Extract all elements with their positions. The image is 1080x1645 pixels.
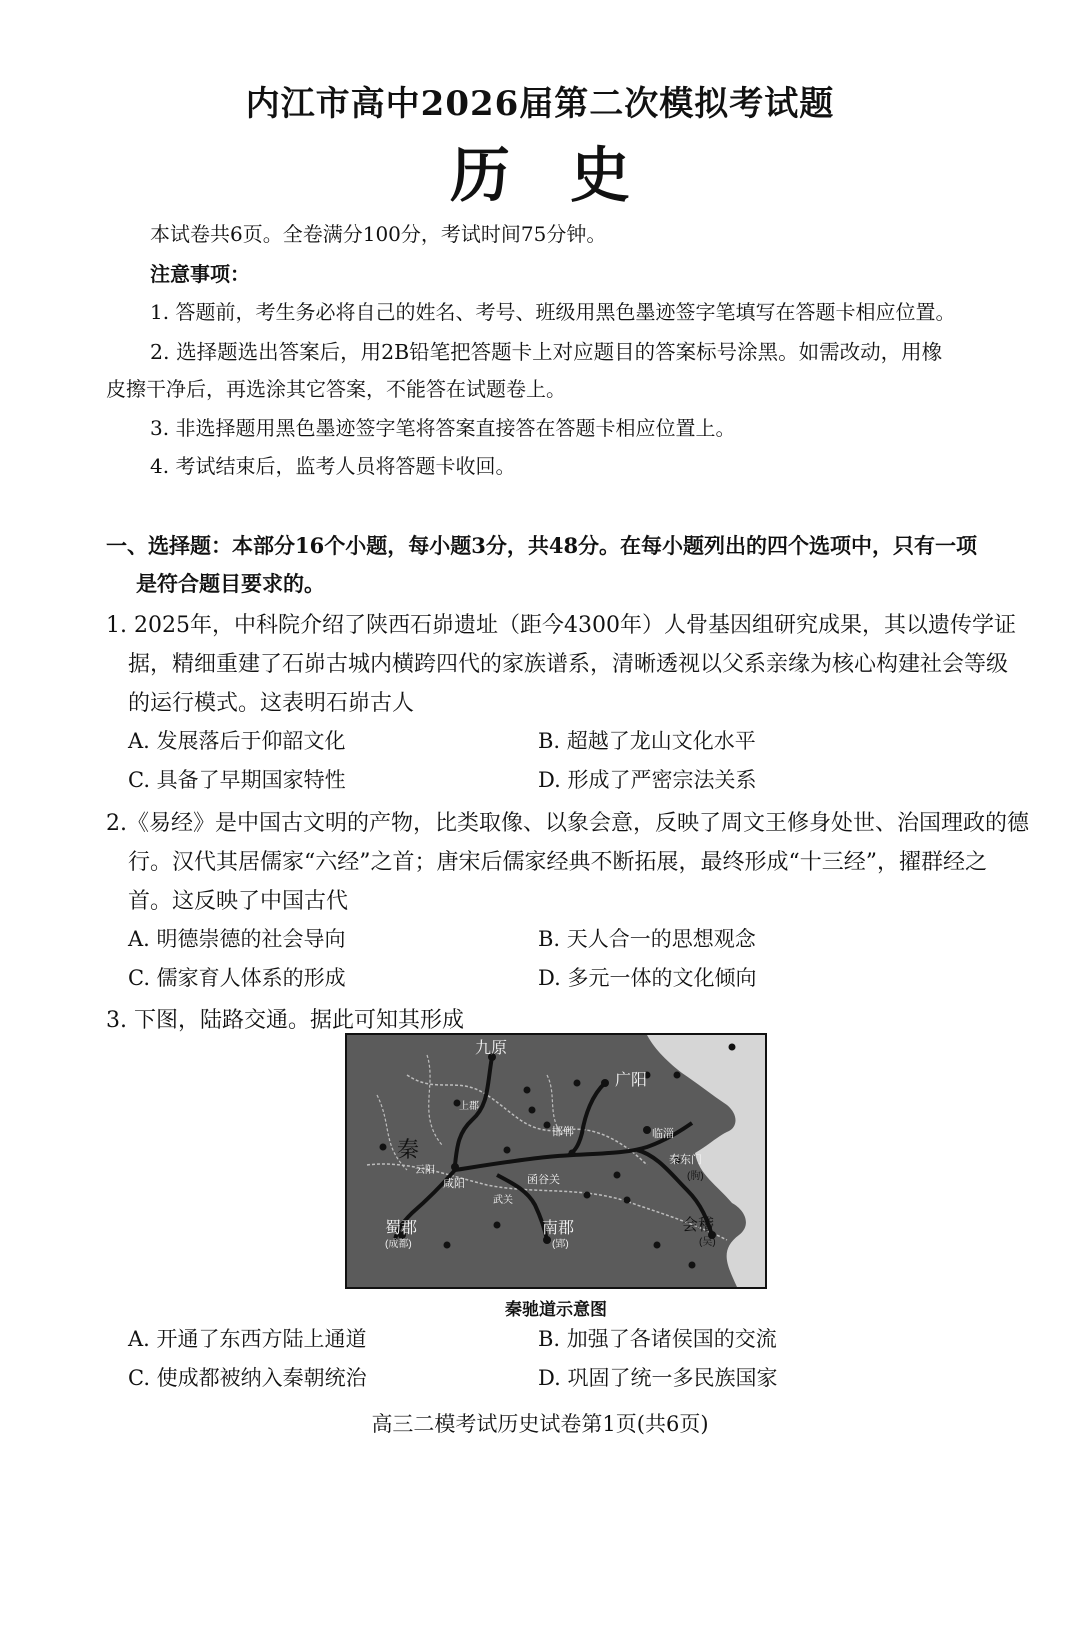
label-hangu: 函谷关 bbox=[527, 1174, 560, 1186]
notice-item: 2. 选择题选出答案后，用2B铅笔把答题卡上对应题目的答案标号涂黑。如需改动，用橡 bbox=[150, 340, 943, 364]
question-1-stem: 的运行模式。这表明石峁古人 bbox=[128, 691, 415, 716]
label-jiuyuan: 九原 bbox=[475, 1040, 508, 1057]
subject-title: 历史 bbox=[450, 141, 690, 211]
question-2-stem: 2.《易经》是中国古文明的产物，比类取像、以象会意，反映了周文王修身处世、治国理政的德 bbox=[106, 811, 1029, 836]
label-wu: (吴) bbox=[699, 1237, 716, 1248]
question-2-stem: 首。这反映了中国古代 bbox=[128, 889, 349, 914]
map-drawing bbox=[347, 1035, 765, 1287]
question-1-option-c[interactable]: C. 具备了早期国家特性 bbox=[128, 768, 346, 792]
label-handan: 邯郸 bbox=[552, 1126, 574, 1138]
sea-area bbox=[647, 1035, 765, 1287]
notice-item: 皮擦干净后，再选涂其它答案，不能答在试题卷上。 bbox=[106, 377, 566, 401]
question-3-option-c[interactable]: C. 使成都被纳入秦朝统治 bbox=[128, 1366, 367, 1390]
label-ying: (郢) bbox=[552, 1239, 569, 1250]
label-shujun: 蜀郡 bbox=[385, 1220, 418, 1237]
section-heading-cont: 是符合题目要求的。 bbox=[136, 571, 325, 596]
label-linzi: 临淄 bbox=[652, 1128, 674, 1140]
question-1-option-a[interactable]: A. 发展落后于仰韶文化 bbox=[128, 729, 346, 753]
label-qu: (朐) bbox=[687, 1171, 704, 1182]
label-wuguan: 武关 bbox=[493, 1195, 513, 1206]
label-xianyang: 咸阳 bbox=[443, 1178, 465, 1190]
exam-intro: 本试卷共6页。全卷满分100分，考试时间75分钟。 bbox=[150, 222, 607, 246]
label-kuaiji: 会稽 bbox=[682, 1217, 715, 1234]
question-3-option-b[interactable]: B. 加强了各诸侯国的交流 bbox=[538, 1327, 777, 1351]
map-caption: 秦驰道示意图 bbox=[505, 1300, 607, 1320]
question-2-option-a[interactable]: A. 明德崇德的社会导向 bbox=[128, 927, 346, 951]
label-shangjun: 上郡 bbox=[459, 1101, 479, 1112]
qin-road-map bbox=[345, 1033, 767, 1289]
question-1-stem: 1. 2025年，中科院介绍了陕西石峁遗址（距今4300年）人骨基因组研究成果，其以遗传学证 bbox=[106, 613, 1016, 638]
section-heading: 一、选择题：本部分16个小题，每小题3分，共48分。在每小题列出的四个选项中，只有一项 bbox=[106, 533, 978, 558]
question-3-option-d[interactable]: D. 巩固了统一多民族国家 bbox=[538, 1366, 778, 1390]
label-guangyang: 广阳 bbox=[615, 1072, 648, 1089]
question-1-option-d[interactable]: D. 形成了严密宗法关系 bbox=[538, 768, 757, 792]
label-nanjun: 南郡 bbox=[542, 1220, 575, 1237]
question-1-stem: 据，精细重建了石峁古城内横跨四代的家族谱系，清晰透视以父系亲缘为核心构建社会等级 bbox=[128, 652, 1009, 677]
question-3-stem: 3. 下图，陆路交通。据此可知其形成 bbox=[106, 1008, 464, 1033]
page-footer: 高三二模考试历史试卷第1页(共6页) bbox=[371, 1412, 709, 1436]
label-chengdu: (成都) bbox=[385, 1239, 412, 1250]
label-qin: 秦 bbox=[397, 1137, 420, 1162]
notice-item: 4. 考试结束后，监考人员将答题卡收回。 bbox=[150, 454, 516, 478]
question-2-stem: 行。汉代其居儒家“六经”之首；唐宋后儒家经典不断拓展，最终形成“十三经”，擢群经之 bbox=[128, 850, 987, 875]
notice-item: 3. 非选择题用黑色墨迹签字笔将答案直接答在答题卡相应位置上。 bbox=[150, 416, 736, 440]
exam-title: 内江市高中2026届第二次模拟考试题 bbox=[245, 84, 835, 124]
question-3-option-a[interactable]: A. 开通了东西方陆上通道 bbox=[128, 1327, 367, 1351]
label-qindongmen: 秦东门 bbox=[669, 1154, 702, 1166]
question-2-option-b[interactable]: B. 天人合一的思想观念 bbox=[538, 927, 756, 951]
road-northeast bbox=[569, 1083, 605, 1155]
question-2-option-c[interactable]: C. 儒家育人体系的形成 bbox=[128, 966, 346, 990]
notice-item: 1. 答题前，考生务必将自己的姓名、考号、班级用黑色墨迹签字笔填写在答题卡相应位置。 bbox=[150, 300, 956, 324]
question-2-option-d[interactable]: D. 多元一体的文化倾向 bbox=[538, 966, 757, 990]
notice-title: 注意事项： bbox=[150, 262, 250, 286]
question-1-option-b[interactable]: B. 超越了龙山文化水平 bbox=[538, 729, 756, 753]
label-yunyang: 云阳 bbox=[415, 1165, 435, 1176]
